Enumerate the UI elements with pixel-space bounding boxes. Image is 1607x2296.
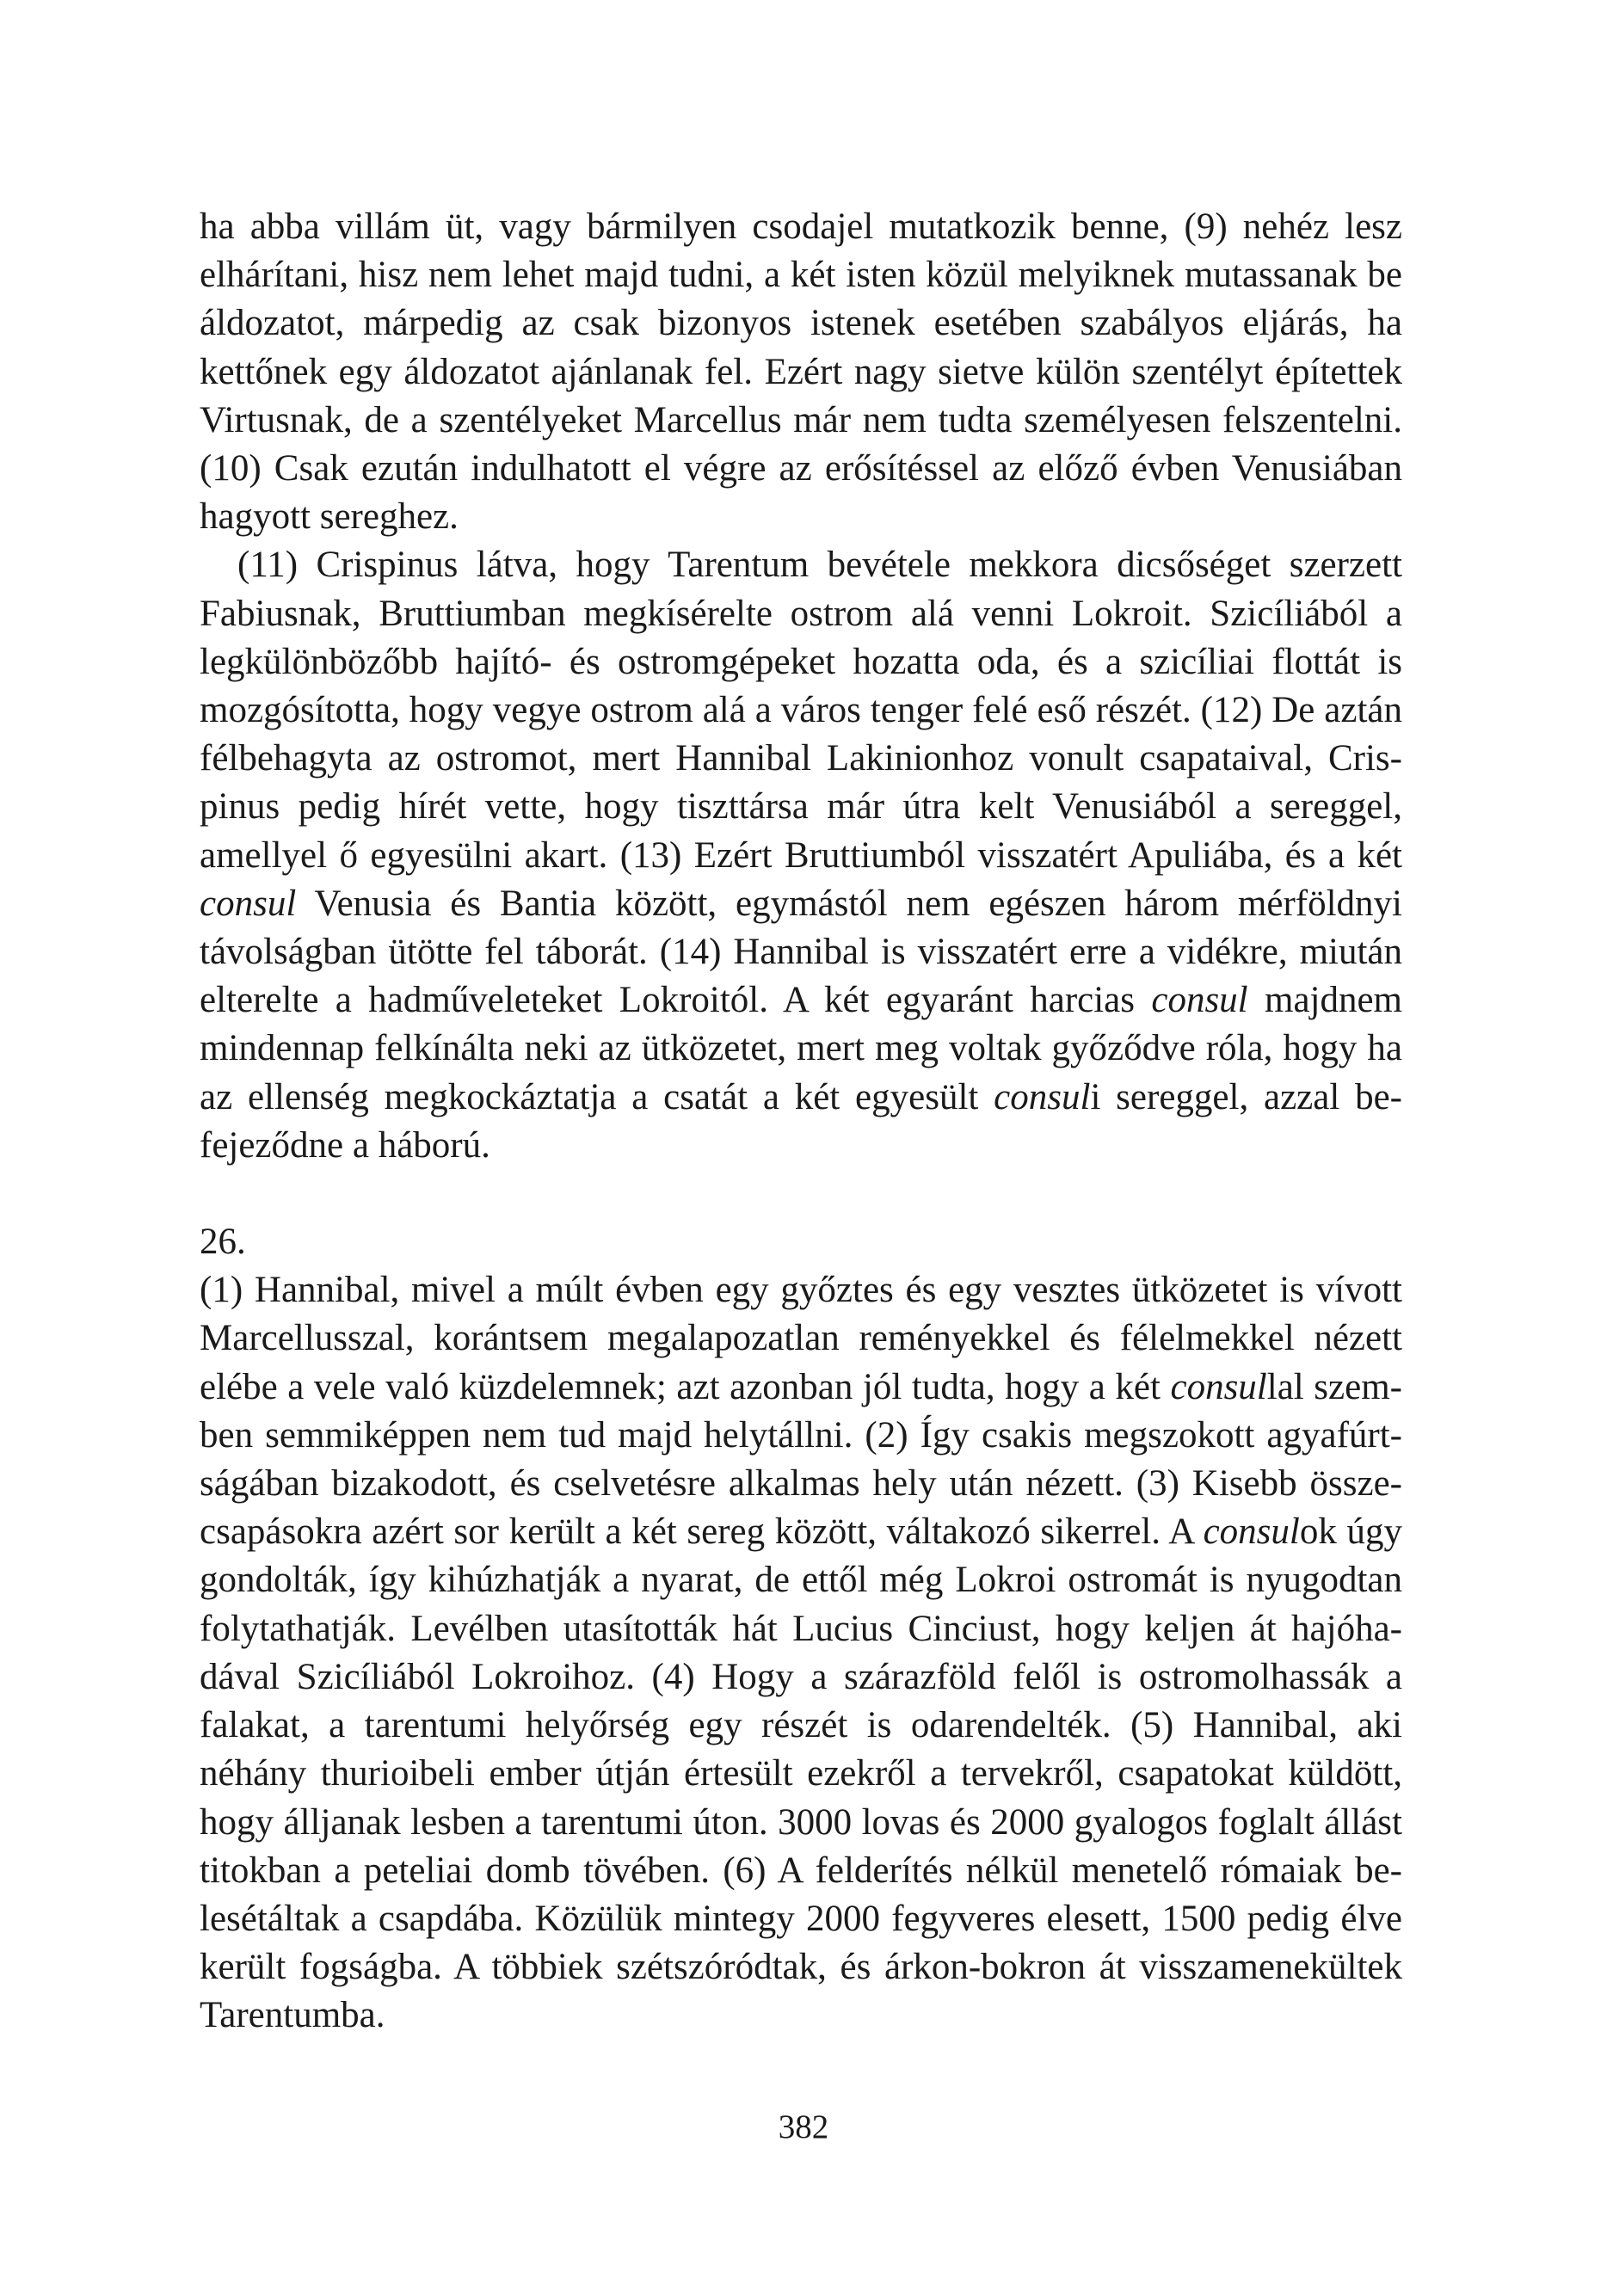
paragraph-3-text: ok úgy gondolták, így kihúzhatják a nyarat, de ettől még Lokroi ostromát is nyugodtan folytathatják. Levélben utasították hát Lucius Cinciust, hogy keljen át hajóhadával Szicíliából Lokroihoz. (4) Hogy a szárazföld felől is ostromolhassák a falakat, a tarentumi helyőrség egy részét is odarendelték. (5) Hannibal, aki néhány thurioibeli ember útján értesült ezekről a tervekről, csapatokat küldött, hogy álljanak lesben a tarentumi úton. 3000 lovas és 2000 gyalogos foglalt állást titokban a peteliai domb tövében. (6) A felderítés nélkül menetelő rómaiak belesétáltak a csapdába. Közülük mintegy 2000 fegyveres elesett, 1500 pedig élve került fogságba. A többiek szétszóródtak, és árkon-bokron át visszamenekültek Tarentumba. <box>200 1511 1402 2036</box>
paragraph-1-text: ha abba villám üt, vagy bármilyen csodajel mutatkozik benne, (9) nehéz lesz elhárítani, hisz nem lehet majd tudni, a két isten közül melyiknek mutassanak be áldozatot, márpedig az csak bizonyos istenek esetében szabályos eljárás, ha kettőnek egy áldozatot ajánlanak fel. Ezért nagy sietve külön szentélyt építettek Virtusnak, de a szentélyeket Marcellus már nem tudta személyesen felszentelni. (10) Csak ezután indulhatott el végre az erősítéssel az előző évben Venusiában hagyott sereghez. <box>200 206 1402 538</box>
paragraph-3-italic-term: consul <box>1203 1511 1300 1553</box>
paragraph-2-italic-term: consul <box>1151 980 1248 1021</box>
paragraph-3 <box>200 1266 1402 2040</box>
paragraph-2-text: i sereggel, azzal befejeződne a háború. <box>200 1076 1402 1166</box>
paragraph-3-text: (1) Hannibal, mivel a múlt évben egy győztes és egy vesztes ütközetet is vívott Marcellusszal, korántsem megalapozatlan reményekkel és félelmekkel nézett elébe a vele való küzdelemnek; azt azonban jól tudta, hogy a két <box>200 1270 1402 1407</box>
paragraph-2-text: (11) Crispinus látva, hogy Tarentum bevétele mekkora dicsőséget szerzett Fabiusnak, Bruttiumban megkísérelte ostrom alá venni Lokroit. Szicíliából a legkülönbözőbb hajító- és ostromgépeket hozatta oda, és a szicíliai flottát is mozgósította, hogy vegye ostrom alá a város tenger felé eső részét. (12) De aztán félbehagyta az ostromot, mert Hannibal Lakinionhoz vonult csapataival, Crispinus pedig hírét vette, hogy tiszttársa már útra kelt Venusiából a sereggel, amellyel ő egyesülni akart. (13) Ezért Bruttiumból visszatért Apuliába, és a két <box>200 545 1402 876</box>
paragraph-2-italic-term: consul <box>994 1076 1091 1117</box>
paragraph-2-text: majdnem mindennap felkínálta neki az ütközetet, mert meg voltak győződve róla, hogy ha az ellenség megkockáztatja a csatát a két egyesült <box>200 980 1403 1117</box>
paragraph-3-italic-term: consul <box>1170 1366 1267 1407</box>
paragraph-2-text: Venusia és Bantia között, egymástól nem egészen három mérföldnyi távolságban ütötte fel táborát. (14) Hannibal is visszatért erre a vidékre, miután elterelte a hadműveleteket Lokroitól. A két egyaránt harcias <box>200 883 1402 1021</box>
paragraph-2 <box>200 541 1402 1170</box>
chapter-heading: 26. <box>200 1222 246 1263</box>
paragraph-3-text: lal szemben semmiképpen nem tud majd helytállni. (2) Így csakis megszokott agyafúrtságában bizakodott, és cselvetésre alkalmas hely után nézett. (3) Kisebb összecsapásokra azért sor került a két sereg között, váltakozó sikerrel. A <box>200 1366 1402 1553</box>
paragraph-2-italic-term: consul <box>200 883 297 924</box>
page-body <box>200 203 1402 2041</box>
page-number: 382 <box>778 2108 829 2145</box>
paragraph-1 <box>200 203 1402 541</box>
